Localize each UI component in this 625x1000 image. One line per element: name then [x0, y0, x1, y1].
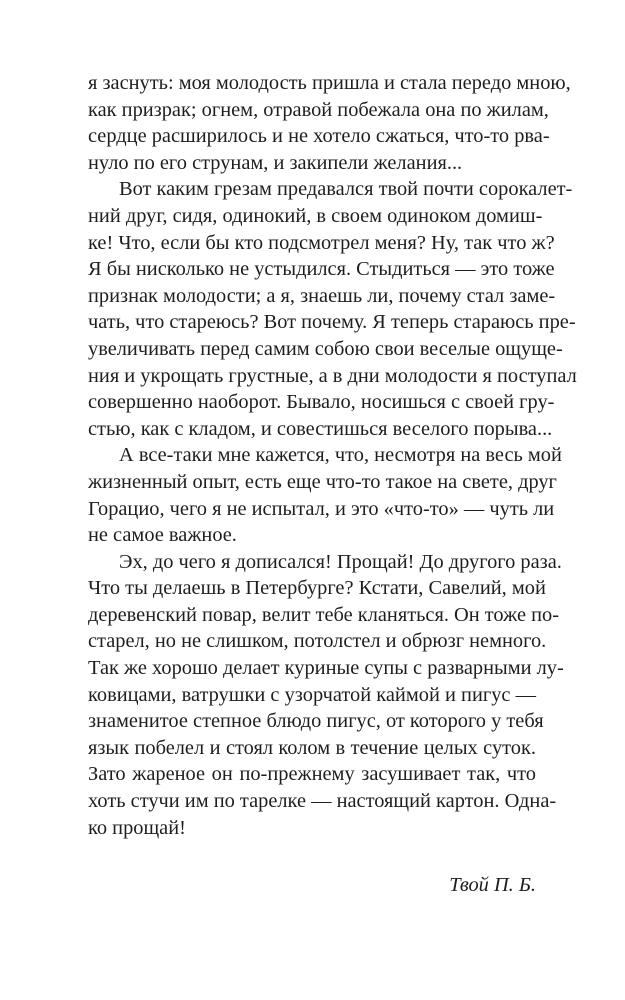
- text-line: жизненный опыт, есть еще что-то такое на свете, друг: [88, 470, 557, 493]
- paragraph: [88, 442, 562, 548]
- text-line: Что ты делаешь в Петербурге? Кстати, Савелий, мой: [88, 577, 546, 600]
- text-line: Так же хорошо делает куриные супы с разварными лу-: [88, 657, 564, 680]
- text-line: стью, как с кладом, и совестишься веселого порыва...: [88, 417, 553, 440]
- text-line: ния и укрощать грустные, а в дни молодости я поступал: [88, 364, 577, 387]
- text-line: совершенно наоборот. Бывало, носишься с своей гру-: [88, 391, 555, 414]
- letter-signature: Твой П. Б.: [449, 874, 536, 896]
- text-line: Горацио, чего я не испытал, и это «что-то» — чуть ли: [88, 497, 555, 520]
- text-line: знаменитое степное блюдо пигус, от которого у тебя: [88, 710, 544, 733]
- text-line: ний друг, сидя, одинокий, в своем одиноком домиш-: [88, 204, 543, 227]
- text-line: я заснуть: моя молодость пришла и стала передо мною,: [88, 72, 571, 94]
- text-line: Я бы нисколько не устыдился. Стыдиться — это тоже: [88, 258, 555, 281]
- paragraph: [88, 549, 564, 842]
- text-line: увеличивать перед самим собою свои веселые ощуще-: [88, 337, 563, 360]
- text-line: Зато жареное он по-прежнему засушивает так, что: [88, 763, 536, 786]
- text-line: не самое важное.: [88, 524, 237, 547]
- text-line: ковицами, ватрушки с узорчатой каймой и пигус —: [88, 683, 536, 706]
- text-line: сердце расширилось и не хотело сжаться, что-то рва-: [88, 125, 550, 148]
- text-line: язык побелел и стоял колом в течение целых суток.: [88, 736, 536, 759]
- text-line: как призрак; огнем, отравой побежала она по жилам,: [88, 98, 549, 121]
- text-line: ке! Что, если бы кто подсмотрел меня? Ну, так что ж?: [88, 231, 555, 254]
- book-page-text: [88, 70, 577, 841]
- text-line: Эх, до чего я дописался! Прощай! До другого раза.: [119, 550, 562, 573]
- paragraph: [88, 176, 577, 442]
- text-line: признак молодости; а я, знаешь ли, почему стал заме-: [88, 284, 556, 307]
- text-line: старел, но не слишком, потолстел и обрюзг немного.: [88, 630, 547, 653]
- paragraph: [88, 70, 571, 176]
- text-line: хоть стучи им по тарелке — настоящий картон. Одна-: [88, 790, 557, 813]
- text-line: ко прощай!: [88, 816, 186, 839]
- text-line: А все-таки мне кажется, что, несмотря на весь мой: [119, 444, 562, 467]
- text-line: нуло по его струнам, и закипели желания...: [88, 151, 463, 174]
- text-line: Вот каким грезам предавался твой почти сорокалет-: [119, 178, 573, 201]
- text-line: чать, что стареюсь? Вот почему. Я теперь стараюсь пре-: [88, 311, 576, 334]
- text-line: деревенский повар, велит тебе кланяться. Он тоже по-: [88, 603, 559, 626]
